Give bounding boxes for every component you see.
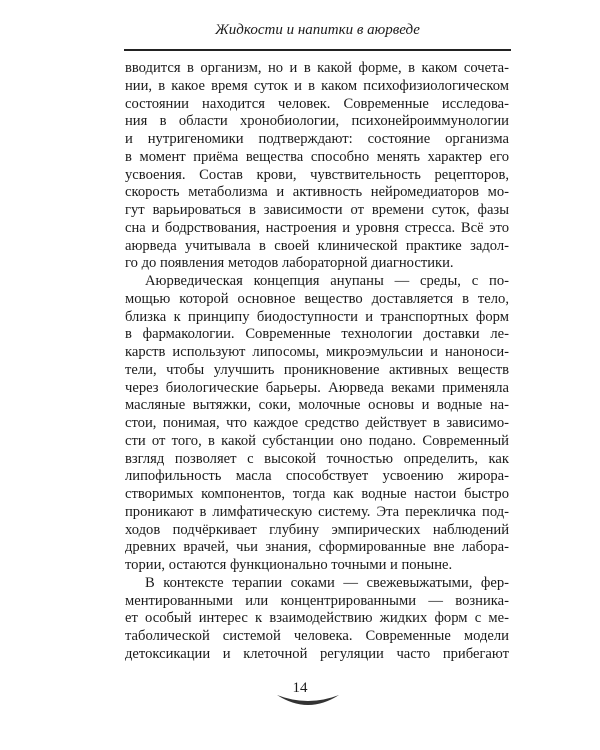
text-line: карств используют липосомы, микроэмульсии и наноноси- — [125, 344, 509, 360]
text-line: Аюрведическая концепция анупаны — среды, с по- — [145, 273, 509, 289]
text-line: древних врачей, чьи знания, сформированные вне лабора- — [125, 539, 509, 556]
text-line: проникают в лимфатическую систему. Эта перекличка под- — [125, 503, 509, 520]
text-line: липофильность масла способствует усвоению жирора- — [125, 468, 509, 485]
text-line: в момент приёма вещества способно менять характер его — [125, 148, 509, 165]
text-line: таболической системой человека. Современные модели — [125, 628, 509, 644]
text-line: скорость метаболизма и активность нейромедиаторов мо- — [125, 184, 509, 201]
text-line: усвоения. Состав крови, чувствительность рецепторов, — [125, 166, 509, 183]
paragraph — [125, 60, 509, 273]
paragraph — [125, 273, 509, 575]
text-line: в фармакологии. Современные технологии доставки ле- — [125, 326, 509, 343]
text-line: состоянии находится человек. Современные исследова- — [125, 95, 509, 112]
header-rule — [124, 49, 511, 51]
text-line: ния в области хронобиологии, психонейроиммунологии — [125, 113, 509, 130]
text-line: масляные вытяжки, соки, молочные основы и водные на- — [125, 397, 509, 414]
text-line: детоксикации и клеточной регуляции часто прибегают — [125, 645, 509, 662]
page-ornament-swoosh — [275, 693, 341, 711]
page-number: 14 — [292, 680, 308, 696]
text-line: сти от того, в какой субстанции оно подано. Современный — [125, 432, 509, 449]
text-line: гут варьироваться в зависимости от времени суток, фазы — [125, 202, 509, 218]
text-line: ментированными или концентрированными — возника- — [125, 592, 509, 609]
text-line: мощью которой основное вещество доставляется в тело, — [125, 290, 509, 307]
text-line: и нутригеномики подтверждают: состояние организма — [125, 131, 509, 147]
paragraph — [125, 575, 509, 664]
text-line: близка к принципу биодоступности и транспортных форм — [125, 308, 509, 325]
text-line: ет особый интерес к взаимодействию жидких форм с ме- — [125, 610, 509, 627]
text-line: нии, в какое время суток и в каком психофизиологическом — [125, 77, 509, 94]
text-line: тели, чтобы улучшить проникновение активных веществ — [125, 361, 509, 378]
text-line: через биологические барьеры. Аюрведа веками применяла — [125, 379, 509, 396]
text-line: взгляд позволяет с высокой точностью определить, как — [125, 450, 509, 467]
text-line: го до появления методов лабораторной диагностики. — [125, 255, 454, 272]
running-head: Жидкости и напитки в аюрведе — [215, 22, 420, 38]
text-line: стои, понимая, что каждое средство действует в зависимо- — [125, 415, 509, 431]
text-line: створимых компонентов, тогда как водные настои быстро — [125, 486, 509, 502]
text-line: ходов подчёркивает глубину эмпирических наблюдений — [125, 521, 509, 538]
text-line: В контексте терапии соками — свежевыжатыми, фер- — [145, 574, 509, 591]
body-text — [125, 60, 509, 664]
text-line: аюрведа учитывала в своей клинической практике задол- — [125, 237, 509, 254]
text-line: сна и бодрствования, настроения и уровня стресса. Всё это — [125, 219, 509, 236]
text-line: вводится в организм, но и в какой форме, в каком сочета- — [125, 60, 509, 76]
text-line: тории, остаются функционально точными и поныне. — [125, 557, 453, 573]
